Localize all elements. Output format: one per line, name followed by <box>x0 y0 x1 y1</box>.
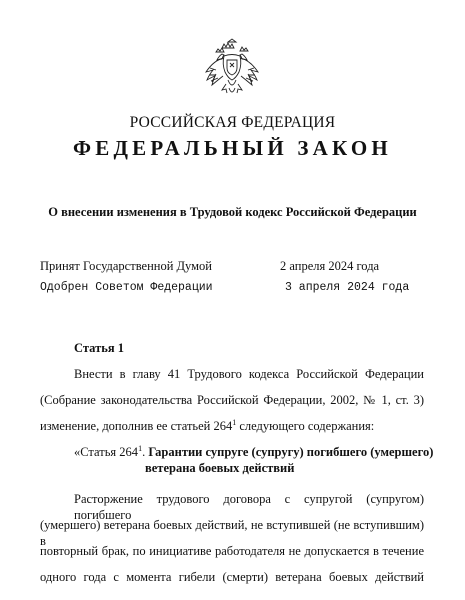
intro-superscript: 1 <box>232 418 237 427</box>
body-line: одного года с момента гибели (смерти) ветерана боевых действий <box>40 570 424 584</box>
council-date: 3 апреля 2024 года <box>285 281 410 294</box>
adoption-council <box>40 280 410 296</box>
intro-line-text: изменение, дополнив ее статьей 264 <box>40 419 233 433</box>
adoption-duma <box>40 258 380 274</box>
country-name: РОССИЙСКАЯ ФЕДЕРАЦИЯ <box>129 114 336 131</box>
coat-of-arms-icon <box>202 38 262 100</box>
new-article-superscript: 1 <box>138 444 143 453</box>
new-article-prefix: «Статья 264 <box>74 445 139 459</box>
intro-line <box>40 418 424 434</box>
council-label: Одобрен Советом Федерации <box>40 281 213 294</box>
new-article-heading <box>74 444 434 475</box>
body-line: (умершего) ветерана боевых действий, не вступившей (не вступившим) в <box>40 518 424 548</box>
intro-line: (Собрание законодательства Российской Федерации, 2002, № 1, ст. 3) <box>40 393 424 407</box>
intro-line-end: следующего содержания: <box>236 419 375 433</box>
body-line: повторный брак, по инициативе работодателя не допускается в течение <box>40 544 424 558</box>
new-article-dot: . <box>142 445 146 459</box>
body-line: Расторжение трудового договора с супругой (супругом) погибшего <box>74 492 424 522</box>
duma-label: Принят Государственной Думой <box>40 259 212 273</box>
intro-line: Внести в главу 41 Трудового кодекса Российской Федерации <box>74 367 424 381</box>
article-heading: Статья 1 <box>74 341 124 355</box>
duma-date: 2 апреля 2024 года <box>280 259 380 273</box>
new-article-title-1: Гарантии супруге (супругу) погибшего (умершего) <box>148 445 434 459</box>
law-type: ФЕДЕРАЛЬНЫЙ ЗАКОН <box>73 136 392 160</box>
new-article-title-2: ветерана боевых действий <box>145 461 295 475</box>
law-title: О внесении изменения в Трудовой кодекс Российской Федерации <box>48 205 417 219</box>
